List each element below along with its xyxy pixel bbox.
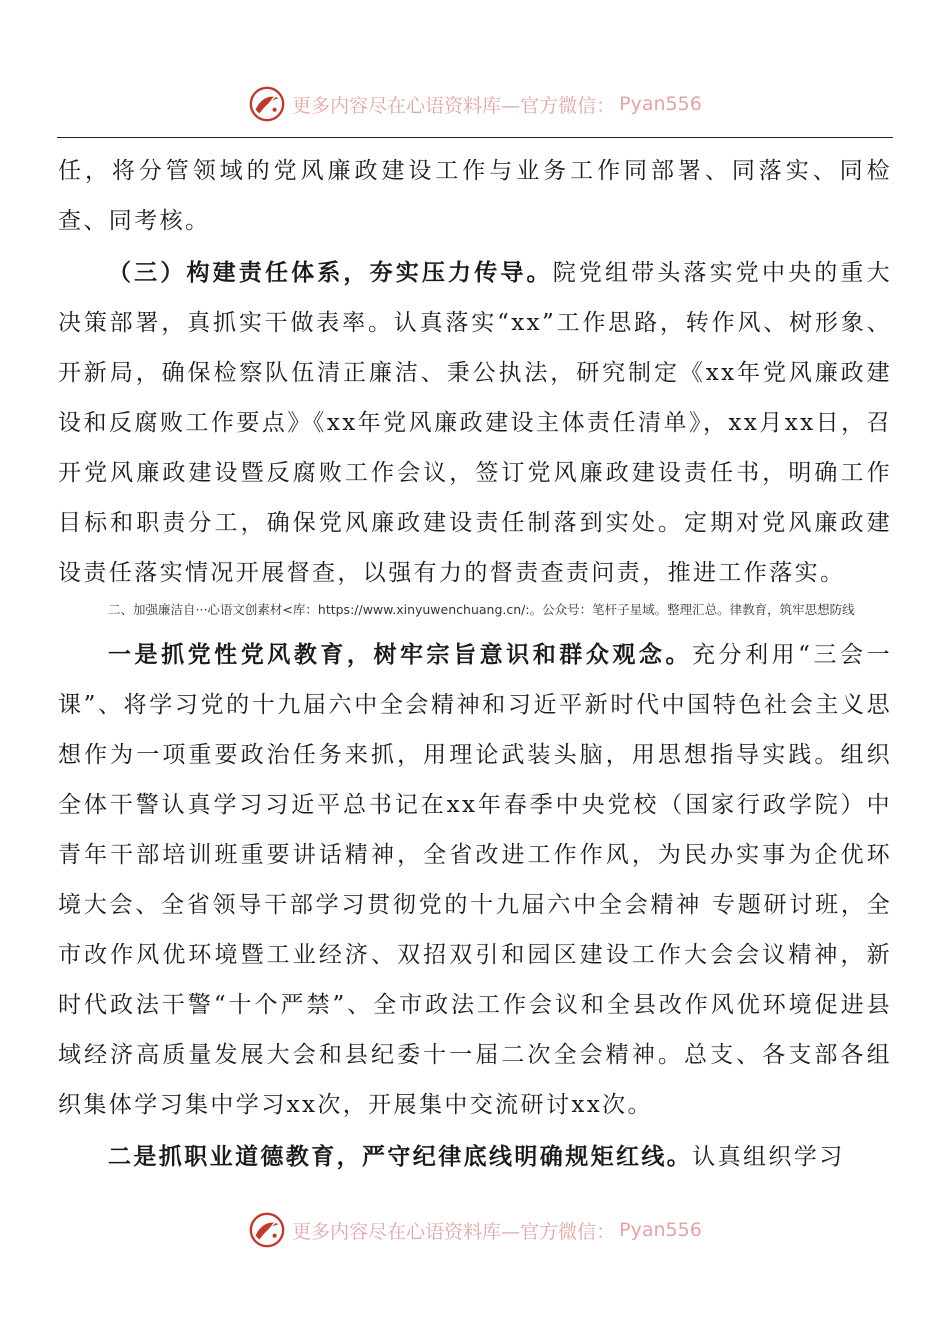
header-divider bbox=[57, 137, 893, 138]
point-two-text: 认真组织学习 bbox=[692, 1144, 845, 1170]
point-one-text: 充分利用“三会一课”、将学习党的十九届六中全会精神和习近平新时代中国特色社会主义思想作为一项重要政治任务来抓，用理论武装头脑，用思想指导实践。组织全体干警认真学习习近平总书记在xx年春季中央党校（国家行政学院）中青年干部培训班重要讲话精神，全省改进工作作风，为民办实事为企优环境大会、全省领导干部学习贯彻党的十九届六中全会精神 专题研讨班，全市改作风优环境暨工业经济、双招双引和园区建设工作大会会议精神，新时代政法干警“十个严禁”、全市政法工作会议和全县改作风优环境促进县域经济高质量发展大会和县纪委十一届二次全会精神。总支、各支部各组织集体学习集中学习xx次，开展集中交流研讨xx次。 bbox=[58, 642, 892, 1118]
watermark-note: 二、加强廉洁自···心语文创素材<库：https://www.xinyuwenchuang.cn/:。公众号：笔杆子星域。整理汇总。律教育，筑牢思想防线 bbox=[108, 602, 855, 617]
pen-logo-icon bbox=[248, 85, 286, 123]
section-three-text: 院党组带头落实党中央的重大决策部署，真抓实干做表率。认真落实“xx”工作思路，转作风、树形象、开新局，确保检察队伍清正廉洁、秉公执法，研究制定《xx年党风廉政建设和反腐败工作要点》《xx年党风廉政建设主体责任清单》，xx月xx日，召开党风廉政建设暨反腐败工作会议，签订党风廉政建设责任书，明确工作目标和职责分工，确保党风廉政建设责任制落到实处。定期对党风廉政建设责任落实情况开展督查，以强有力的督责查责问责，推进工作落实。 bbox=[58, 260, 892, 586]
footer-banner-handle: Pyan556 bbox=[619, 1219, 702, 1241]
paragraph-section-three bbox=[58, 248, 892, 598]
header-banner-text: 更多内容尽在心语资料库—官方微信： bbox=[292, 94, 616, 117]
point-two-heading: 二是抓职业道德教育，严守纪律底线明确规矩红线。 bbox=[108, 1143, 693, 1170]
section-three-heading: （三）构建责任体系，夯实压力传导。 bbox=[108, 259, 553, 286]
paragraph-continuation: 任，将分管领域的党风廉政建设工作与业务工作同部署、同落实、同检查、同考核。 bbox=[58, 158, 892, 234]
paragraph-point-one bbox=[58, 630, 892, 1130]
paragraph-point-two bbox=[58, 1132, 892, 1182]
point-one-heading: 一是抓党性党风教育，树牢宗旨意识和群众观念。 bbox=[108, 641, 692, 668]
document-body bbox=[58, 146, 892, 1182]
footer-banner bbox=[0, 1208, 950, 1252]
pen-logo-icon bbox=[248, 1211, 286, 1249]
footer-banner-text: 更多内容尽在心语资料库—官方微信： bbox=[292, 1220, 616, 1243]
header-banner bbox=[0, 82, 950, 126]
header-banner-handle: Pyan556 bbox=[619, 93, 702, 115]
